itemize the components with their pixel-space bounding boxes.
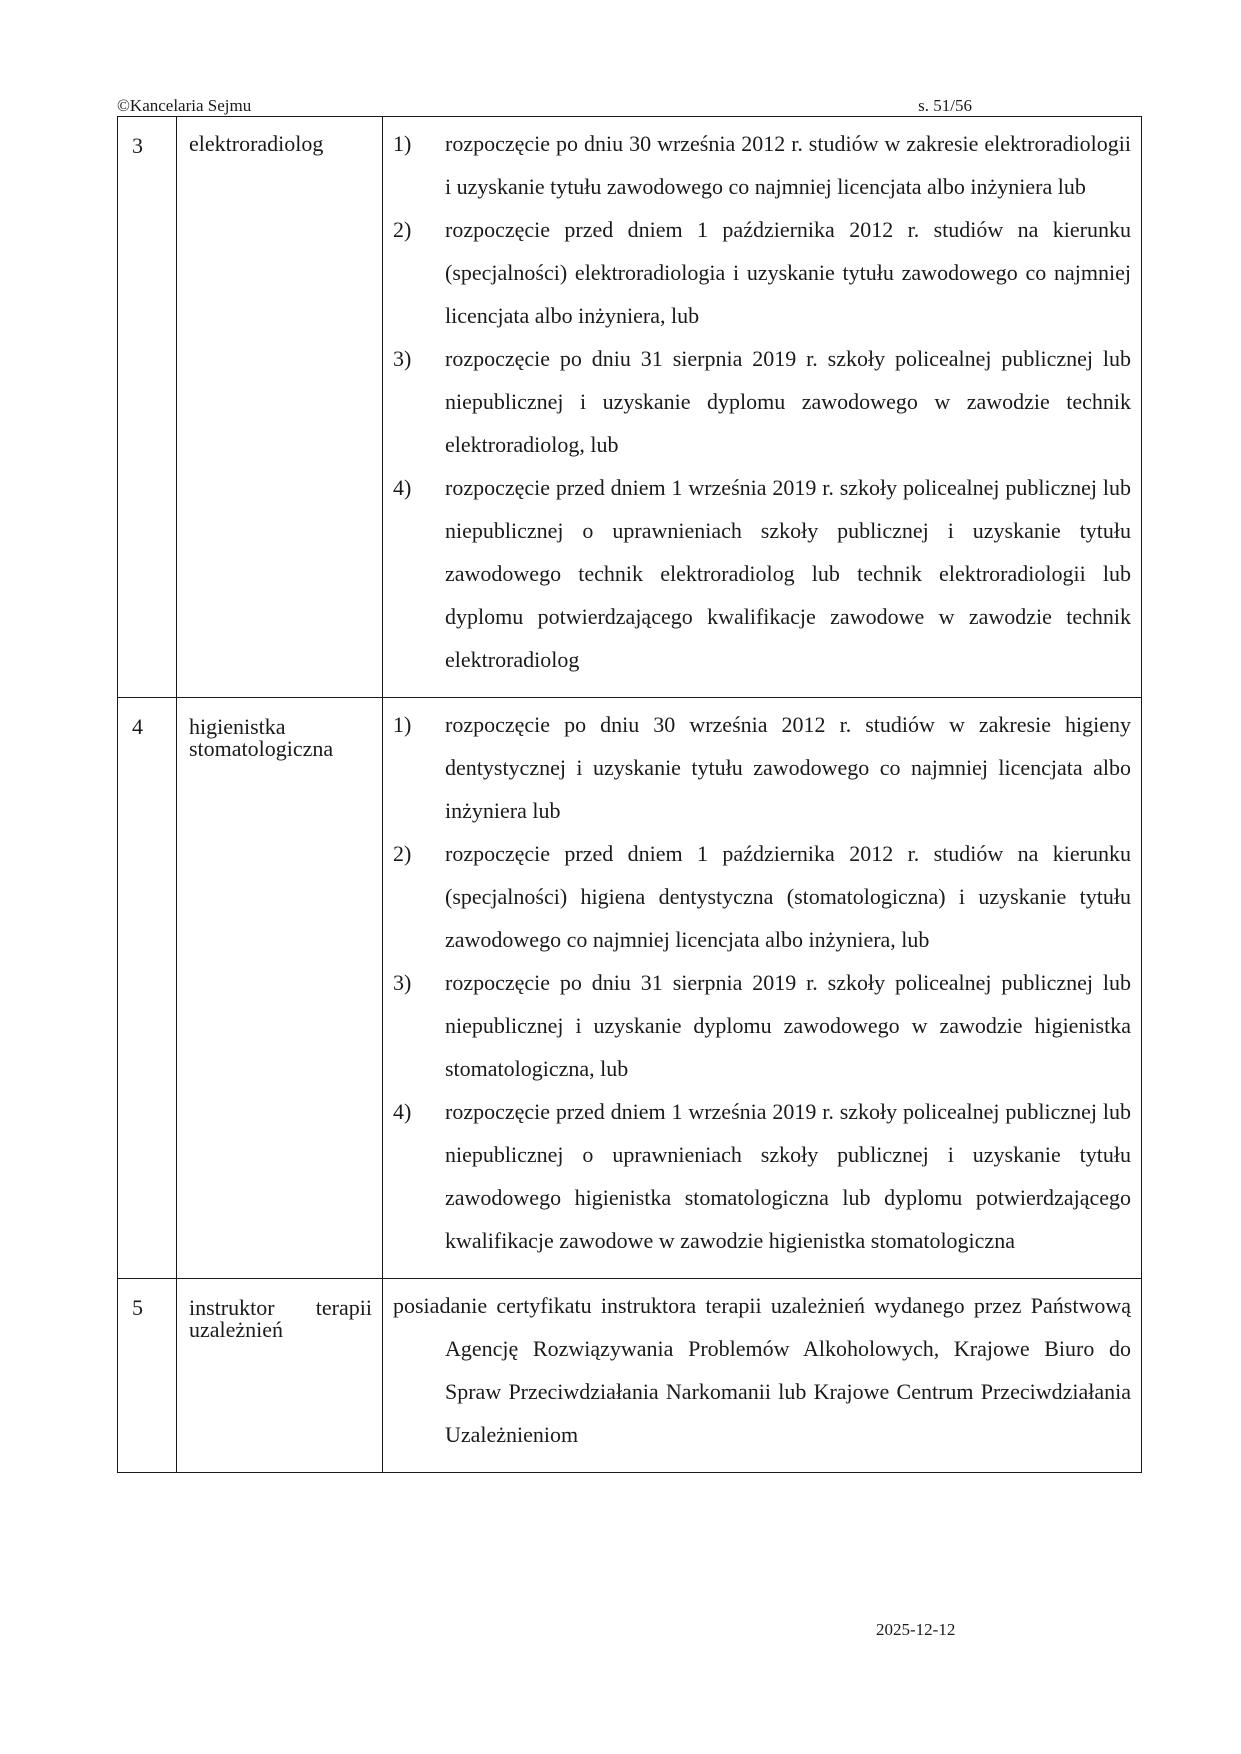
- item-text: rozpoczęcie przed dniem 1 października 2012 r. studiów na kierunku (specjalności) higiena dentystyczna (stomatologiczna) i uzyskanie tytułu zawodowego co najmniej licencjata albo inżyniera, lub: [445, 841, 1131, 952]
- item-number: 1): [393, 712, 412, 737]
- item-number: 4): [393, 1099, 412, 1124]
- requirements-cell: [383, 1279, 1142, 1473]
- profession-line: [189, 1297, 372, 1319]
- row-number: 5: [118, 1279, 177, 1473]
- item-text: rozpoczęcie przed dniem 1 września 2019 r. szkoły policealnej publicznej lub niepublicznej o uprawnieniach szkoły publicznej i uzyskanie tytułu zawodowego technik elektroradiolog lub technik elektroradiologii lub dyplomu potwierdzającego kwalifikacje zawodowe w zawodzie technik elektroradiolog: [445, 475, 1131, 672]
- item-text: rozpoczęcie po dniu 31 sierpnia 2019 r. szkoły policealnej publicznej lub niepublicznej i uzyskanie dyplomu zawodowego w zawodzie technik elektroradiolog, lub: [445, 346, 1131, 457]
- item-number: 3): [393, 970, 412, 995]
- item-text: rozpoczęcie przed dniem 1 października 2012 r. studiów na kierunku (specjalności) elektroradiologia i uzyskanie tytułu zawodowego co najmniej licencjata albo inżyniera, lub: [445, 217, 1131, 328]
- profession-line: higienistka: [189, 714, 286, 739]
- requirement-text: posiadanie certyfikatu instruktora terapii uzależnień wydanego przez Państwową Agencję Rozwiązywania Problemów Alkoholowych, Krajowe Biuro do Spraw Przeciwdziałania Narkomanii lub Krajowe Centrum Przeciwdziałania Uzależnieniom: [393, 1293, 1131, 1447]
- header-source: ©Kancelaria Sejmu: [117, 96, 252, 115]
- row-number: 4: [118, 698, 177, 1279]
- item-text: rozpoczęcie po dniu 30 września 2012 r. studiów w zakresie higieny dentystycznej i uzyskanie tytułu zawodowego co najmniej licencjata albo inżyniera lub: [445, 712, 1131, 823]
- item-number: 4): [393, 475, 412, 500]
- profession-word: terapii: [315, 1295, 372, 1320]
- item-number: 2): [393, 841, 412, 866]
- item-text: rozpoczęcie po dniu 31 sierpnia 2019 r. szkoły policealnej publicznej lub niepublicznej i uzyskanie dyplomu zawodowego w zawodzie higienistka stomatologiczna, lub: [445, 970, 1131, 1081]
- list-item: [393, 961, 1131, 1090]
- table-row: [118, 117, 1142, 698]
- list-item: [393, 1090, 1131, 1262]
- profession-line: uzależnień: [189, 1317, 284, 1342]
- profession-name: [177, 698, 383, 1279]
- profession-line: stomatologiczna: [189, 736, 334, 761]
- requirements-cell: [383, 117, 1142, 698]
- profession-name: [177, 1279, 383, 1473]
- row-number: 3: [118, 117, 177, 698]
- page-header: [117, 96, 972, 116]
- requirements-cell: [383, 698, 1142, 1279]
- table-row: [118, 698, 1142, 1279]
- list-item: [393, 208, 1131, 337]
- table-row: [118, 1279, 1142, 1473]
- profession-word: instruktor: [189, 1295, 275, 1320]
- item-number: 2): [393, 217, 412, 242]
- header-page-number: s. 51/56: [918, 96, 972, 115]
- profession-name: elektroradiolog: [177, 117, 383, 698]
- list-item: [393, 703, 1131, 832]
- list-item: [393, 466, 1131, 681]
- list-item: [393, 337, 1131, 466]
- qualifications-table: [117, 116, 1142, 1473]
- item-number: 1): [393, 131, 412, 156]
- item-number: 3): [393, 346, 412, 371]
- list-item: [393, 832, 1131, 961]
- item-text: rozpoczęcie przed dniem 1 września 2019 r. szkoły policealnej publicznej lub niepublicznej o uprawnieniach szkoły publicznej i uzyskanie tytułu zawodowego higienistka stomatologiczna lub dyplomu potwierdzającego kwalifikacje zawodowe w zawodzie higienistka stomatologiczna: [445, 1099, 1131, 1253]
- footer-date: 2025-12-12: [876, 1620, 956, 1639]
- list-item: [393, 122, 1131, 208]
- item-text: rozpoczęcie po dniu 30 września 2012 r. studiów w zakresie elektroradiologii i uzyskanie tytułu zawodowego co najmniej licencjata albo inżyniera lub: [445, 131, 1131, 199]
